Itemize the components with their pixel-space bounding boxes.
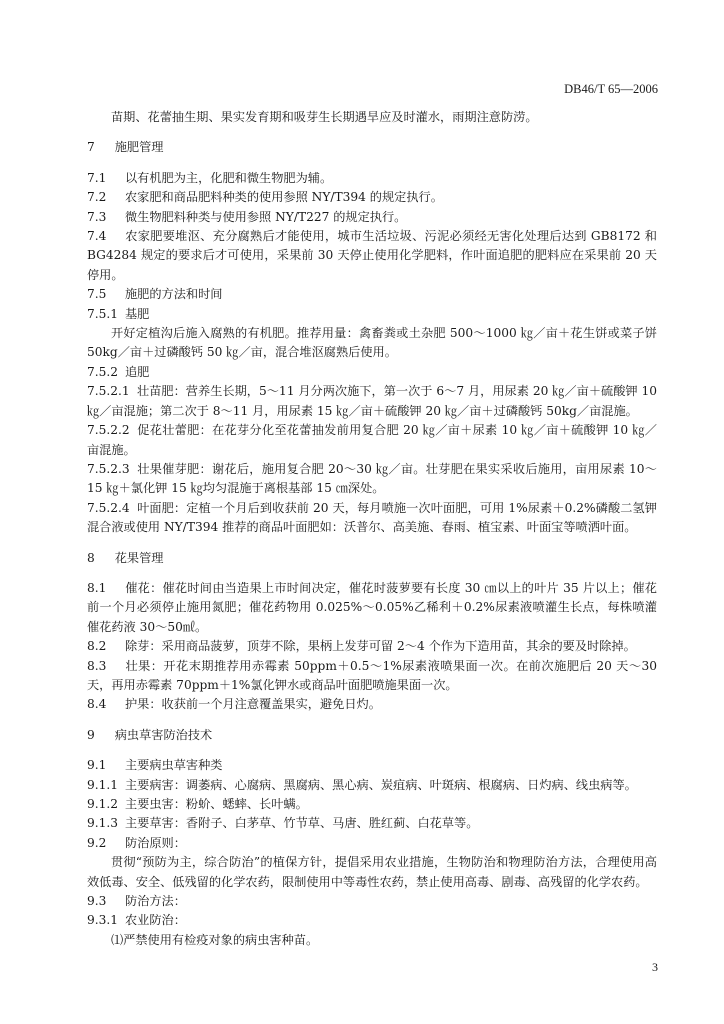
clause-7-3 (87, 208, 657, 227)
clause-number: 9.3.1 (87, 913, 119, 928)
clause-text: 农业防治： (125, 913, 186, 928)
clause-number: 7.5 (87, 287, 107, 302)
clause-7-5-2-2 (87, 421, 657, 460)
clause-text: 壮果催芽肥：谢花后，施用复合肥 20～30 ㎏／亩。壮芽肥在果实采收后施用，亩用尿素 10～15 ㎏＋氯化钾 15 ㎏均匀混施于离根基部 15 ㎝深处。 (87, 461, 657, 496)
section-title: 花果管理 (114, 550, 164, 565)
clause-number: 8.3 (87, 658, 107, 673)
clause-text: 基肥 (125, 306, 150, 321)
clause-number: 9.2 (87, 835, 107, 850)
clause-text: 以有机肥为主，化肥和微生物肥为辅。 (125, 170, 333, 185)
clause-7-4 (87, 227, 657, 285)
document-body (87, 108, 657, 950)
clause-7-1 (87, 169, 657, 188)
clause-text: 施肥的方法和时间 (125, 287, 223, 302)
clause-9-1 (87, 756, 657, 775)
clause-7-2 (87, 188, 657, 207)
clause-number: 9.1.3 (87, 816, 119, 831)
clause-text: 主要草害：香附子、白茅草、竹节草、马唐、胜红蓟、白花草等。 (125, 816, 479, 831)
clause-number: 7.5.1 (87, 306, 119, 321)
paragraph: 苗期、花蕾抽生期、果实发育期和吸芽生长期遇旱应及时灌水，雨期注意防涝。 (111, 110, 538, 124)
clause-8-3 (87, 657, 657, 696)
clause-number: 9.1.2 (87, 797, 119, 811)
clause-text: 催花：催花时间由当造果上市时间决定，催花时菠萝要有长度 30 ㎝以上的叶片 35 片以上；催花前一个月必须停止施用氮肥；催花药物用 0.025%～0.05%乙稀利＋0.2%尿素液喷灌生长点，每株喷灌催花药液 30～50㎖。 (87, 580, 657, 634)
clause-9-3-1 (87, 911, 657, 930)
clause-text: 除芽：采用商品菠萝，顶芽不除，果柄上发芽可留 2～4 个作为下造用苗，其余的要及时除掉。 (125, 639, 636, 654)
clause-text: 护果：收获前一个月注意覆盖果实，避免日灼。 (125, 697, 381, 712)
clause-number: 9.1 (87, 758, 107, 773)
clause-text: 促花壮蕾肥：在花芽分化至花蕾抽发前用复合肥 20 ㎏／亩＋尿素 10 ㎏／亩＋硫酸钾 10 ㎏／亩混施。 (87, 423, 657, 457)
paragraph: 开好定植沟后施入腐熟的有机肥。推荐用量：禽畜粪或土杂肥 500～1000 ㎏／亩＋花生饼或菜子饼 50kg／亩＋过磷酸钙 50 ㎏／亩，混合堆沤腐熟后使用。 (87, 326, 657, 360)
clause-number: 7.5.2 (87, 364, 119, 379)
clause-8-4 (87, 695, 657, 714)
clause-7-5-2-1 (87, 382, 657, 421)
clause-7-5-2-3 (87, 460, 657, 499)
clause-number: 8.4 (87, 697, 107, 712)
clause-text: 微生物肥料种类与使用参照 NY/T227 的规定执行。 (125, 209, 407, 224)
clause-number: 8.1 (87, 580, 107, 595)
document-code: DB46/T 65—2006 (564, 82, 658, 96)
section-number: 9 (87, 727, 95, 742)
clause-8-1 (87, 579, 657, 637)
paragraph: 贯彻“预防为主，综合防治”的植保方针，提倡采用农业措施，生物防治和物理防治方法，合理使用高效低毒、安全、低残留的化学农药，限制使用中等毒性农药，禁止使用高毒、剧毒、高残留的化学农药。 (87, 855, 657, 889)
clause-7-5-1 (87, 305, 657, 324)
clause-8-2 (87, 637, 657, 656)
section-number: 8 (87, 550, 95, 565)
clause-9-2 (87, 834, 657, 853)
section-number: 7 (87, 140, 95, 155)
clause-text: 追肥 (125, 364, 150, 379)
clause-text: 防治原则： (125, 835, 186, 850)
clause-number: 7.5.2.2 (87, 423, 130, 438)
clause-text: 壮果：开花末期推荐用赤霉素 50ppm＋0.5～1%尿素液喷果面一次。在前次施肥后 20 天～30 天，再用赤霉素 70ppm＋1%氯化钾水或商品叶面肥喷施果面一次。 (87, 658, 657, 692)
clause-text: 主要病害：调萎病、心腐病、黑腐病、黑心病、炭疽病、叶斑病、根腐病、日灼病、线虫病等。 (125, 777, 637, 792)
clause-number: 9.3 (87, 894, 107, 909)
clause-number: 7.3 (87, 209, 107, 224)
clause-9-1-1 (87, 776, 657, 795)
clause-number: 7.5.2.3 (87, 461, 130, 476)
section-heading-9 (87, 726, 657, 745)
clause-9-1-2 (87, 795, 657, 814)
clause-text: 主要病虫草害种类 (125, 758, 223, 773)
section-heading-7 (87, 138, 657, 157)
clause-number: 7.4 (87, 229, 107, 244)
clause-text: 防治方法： (125, 894, 186, 909)
paragraph: ⑴严禁使用有检疫对象的病虫害种苗。 (111, 932, 319, 947)
clause-text: 叶面肥：定植一个月后到收获前 20 天，每月喷施一次叶面肥，可用 1%尿素＋0.2%磷酸二氢钾混合液或使用 NY/T394 推荐的商品叶面肥如：沃普尔、高美施、春雨、植宝素、叶面宝等喷洒叶面。 (87, 500, 657, 535)
clause-7-5-2 (87, 363, 657, 382)
clause-number: 8.2 (87, 639, 107, 654)
clause-7-5-2-4 (87, 499, 657, 538)
clause-7-5 (87, 285, 657, 304)
clause-text: 壮苗肥：营养生长期，5～11 月分两次施下，第一次于 6～7 月，用尿素 20 ㎏／亩＋硫酸钾 10 ㎏／亩混施；第二次于 8～11 月，用尿素 15 ㎏／亩＋硫酸钾 20 ㎏／亩＋过磷酸钙 50kg／亩混施。 (87, 384, 657, 418)
clause-9-3 (87, 892, 657, 911)
section-title: 病虫草害防治技术 (114, 727, 213, 742)
clause-text: 主要虫害：粉蚧、蟋蟀、长叶螨。 (125, 797, 308, 811)
clause-number: 7.1 (87, 170, 107, 185)
clause-9-1-3 (87, 814, 657, 833)
clause-text: 农家肥要堆沤、充分腐熟后才能使用，城市生活垃圾、污泥必须经无害化处理后达到 GB8172 和 BG4284 规定的要求后才可使用，采果前 30 天停止使用化学肥料，作叶面追肥的肥料应在采果前 20 天停用。 (87, 229, 657, 282)
clause-number: 7.5.2.1 (87, 384, 130, 399)
section-heading-8 (87, 549, 657, 568)
clause-number: 7.2 (87, 190, 107, 205)
clause-text: 农家肥和商品肥料种类的使用参照 NY/T394 的规定执行。 (125, 190, 443, 205)
page-number: 3 (652, 960, 658, 974)
section-title: 施肥管理 (114, 140, 164, 155)
clause-number: 7.5.2.4 (87, 500, 130, 515)
clause-number: 9.1.1 (87, 777, 119, 792)
